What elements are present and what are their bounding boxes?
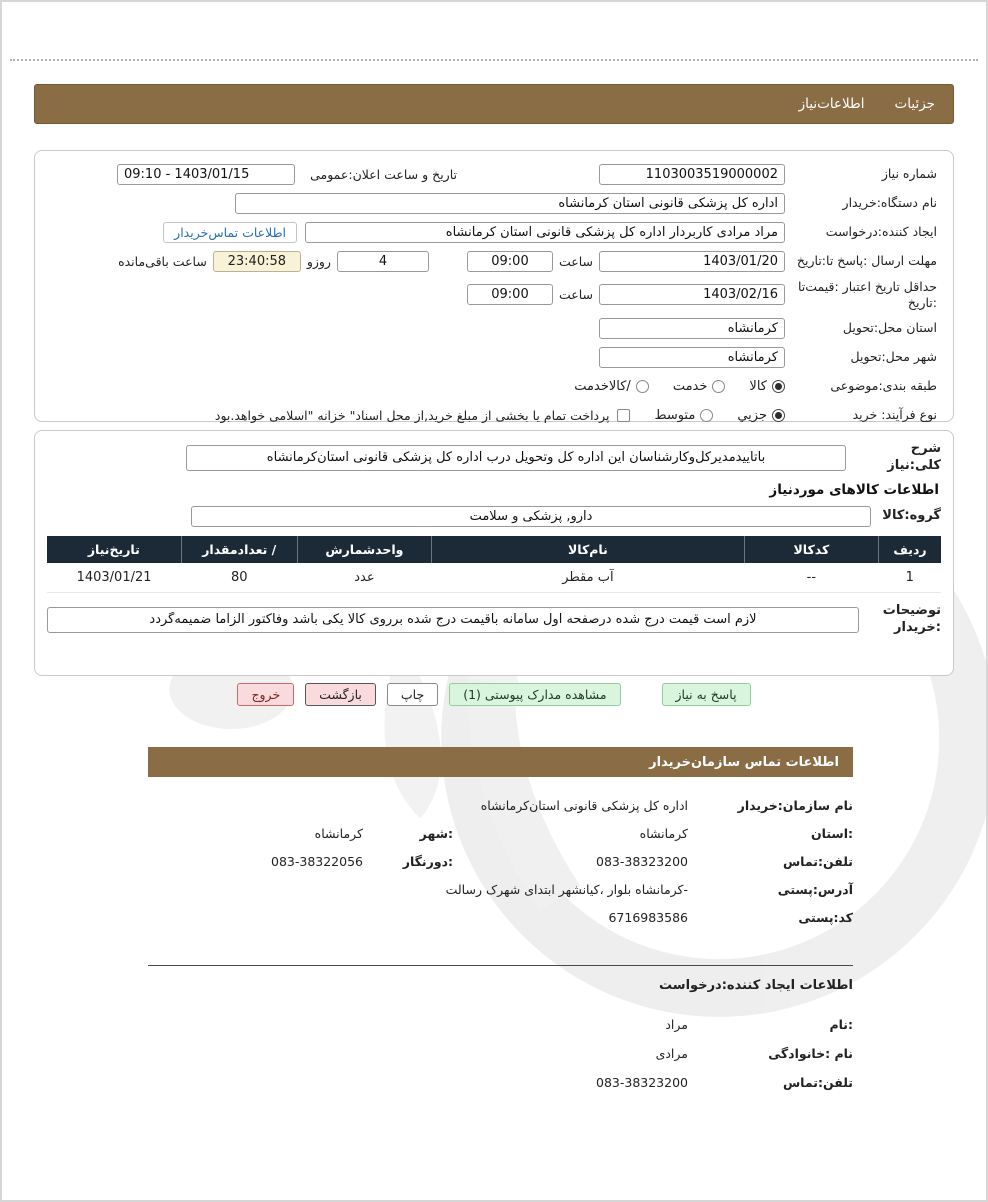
col-item-name: نام‌کالا [431,536,744,563]
delivery-city-row [51,346,937,368]
contact-postal-value: 6716983586 [608,910,688,925]
announce-datetime-input[interactable] [117,164,295,185]
category-goods-service-radio[interactable] [636,380,649,393]
contact-phone-value: 083-38323200 [596,854,688,869]
category-option-service [673,379,726,394]
contact-org-label: نام سازمان:خریدار [737,798,853,813]
action-buttons [2,683,986,706]
category-goods-radio[interactable] [772,380,785,393]
goods-group-row [47,506,941,528]
countdown-timer: 23:40:58 [213,251,301,272]
category-option-goods [749,379,785,394]
category-service-radio[interactable] [712,380,725,393]
buyer-contact-title: اطلاعات تماس سازمان‌خریدار [649,754,839,770]
treasury-payment-note: پرداخت تمام یا بخشی از مبلغ خرید,از محل اسناد" خزانه "اسلامی خواهد.بود [214,407,610,423]
reply-deadline-time-input[interactable] [467,251,553,272]
need-details-panel [34,150,954,422]
process-medium-radio[interactable] [700,409,713,422]
items-section-title: اطلاعات کالاهای موردنیاز [769,481,939,498]
request-creator-section [148,978,853,1104]
tab-details[interactable]: جزئیات [894,96,935,112]
cell-item-name: آب مقطر [431,563,744,593]
category-option-goods-service [574,379,649,394]
cell-unit: عدد [297,563,431,593]
process-minor-label: جزیي [737,407,767,423]
creator-phone-row [148,1075,853,1090]
reply-deadline-label: مهلت ارسال :پاسخ تا:تاریخ [796,253,937,269]
cell-item-code: -- [744,563,878,593]
request-creator-label: ایجاد کننده:درخواست [825,224,937,240]
cell-row-number: 1 [878,563,941,593]
contact-province-label: :استان [810,826,853,841]
contact-city-value: کرمانشاه [314,826,363,841]
contact-address-row [148,882,853,897]
price-validity-row [51,279,937,310]
contact-address-label: آدرس:پستی [777,882,853,897]
process-option-medium [654,408,713,423]
category-goods-label: کالا [749,378,767,394]
creator-name-value: مراد [665,1017,688,1032]
col-row-number: ردیف [878,536,941,563]
need-number-row [51,163,937,185]
buyer-contact-section [148,798,853,938]
buyer-notes-row [47,603,941,637]
buyer-contact-link[interactable]: اطلاعات تماس‌خریدار [163,222,297,243]
contact-fax-value: 083-38322056 [271,854,363,869]
need-number-input[interactable] [599,164,785,185]
creator-section-title: اطلاعات ایجاد کننده:درخواست [659,978,853,993]
contact-phone-label: تلفن:تماس [782,854,853,869]
creator-name-label: :نام [829,1017,853,1032]
request-creator-input[interactable] [305,222,785,243]
process-minor-radio[interactable] [772,409,785,422]
need-description-label: شرح کلی:نیاز [887,441,941,473]
contact-fax-label: :دورنگار [402,854,453,869]
announce-datetime-label: تاریخ و ساعت اعلان:عمومی [310,166,457,182]
tab-bar [34,84,954,124]
goods-table-header-row [47,536,941,563]
creator-family-row [148,1046,853,1061]
process-type-row [51,404,937,426]
goods-table-row[interactable] [47,563,941,593]
goods-group-input[interactable] [191,506,871,527]
col-quantity: / تعدادمقدار [181,536,297,563]
delivery-city-input[interactable] [599,347,785,368]
contact-phone-fax-row [148,854,853,869]
category-goods-service-label: /کالاخدمت [574,378,631,394]
creator-family-value: مرادی [655,1046,688,1061]
delivery-province-row [51,317,937,339]
need-number-label: شماره نیاز [881,166,937,182]
need-goods-panel [34,430,954,676]
category-service-label: خدمت [672,378,708,394]
exit-button[interactable]: خروج [237,683,294,706]
creator-phone-value: 083-38323200 [596,1075,688,1090]
price-validity-label: حداقل تاریخ اعتبار :قیمت‌تا :تاریخ [797,279,937,310]
col-need-date: تاریخ‌نیاز [47,536,181,563]
buyer-org-label: نام دستگاه:خریدار [842,195,937,211]
col-item-code: کدکالا [744,536,878,563]
request-creator-row [51,221,937,243]
contact-city-label: :شهر [419,826,453,841]
buyer-org-row [51,192,937,214]
reply-deadline-row [51,250,937,272]
print-button[interactable]: چاپ [387,683,438,706]
process-medium-label: متوسط [654,407,696,423]
creator-phone-label: تلفن:تماس [782,1075,853,1090]
creator-family-label: نام :خانوادگی [768,1046,853,1061]
need-description-row [47,441,941,475]
reply-to-need-button[interactable]: پاسخ به نیاز [662,683,751,706]
contact-postal-label: کد:پستی [798,910,853,925]
view-attachments-button[interactable]: مشاهده مدارک پیوستی (1) [449,683,620,706]
contact-org-row [148,798,853,813]
validity-hour-label: ساعت [558,287,593,303]
top-divider [10,59,978,61]
need-description-input[interactable] [186,445,846,471]
tab-need-info[interactable]: اطلاعات‌نیاز [798,96,865,112]
price-validity-time-input[interactable] [467,284,553,305]
delivery-city-label: شهر محل:تحویل [850,349,937,365]
buyer-notes-label: توضیحات :خریدار [882,602,941,635]
back-button[interactable]: بازگشت [305,683,376,706]
col-unit: واحدشمارش [297,536,431,563]
treasury-payment-checkbox[interactable] [617,409,630,422]
contact-org-value: اداره کل پزشکی قانونی استان‌کرمانشاه [480,798,688,813]
price-validity-date-input[interactable] [599,284,785,305]
contact-postal-row [148,910,853,925]
goods-group-label: گروه:کالا [882,508,941,524]
remaining-days-input[interactable] [337,251,429,272]
contact-province-city-row [148,826,853,841]
days-label: روزو [306,253,331,269]
delivery-province-input[interactable] [599,318,785,339]
process-type-label: نوع فرآیند: خرید [852,407,937,423]
countdown-label: ساعت باقی‌مانده [118,253,207,269]
cell-need-date: 1403/01/21 [47,563,181,593]
reply-deadline-date-input[interactable] [599,251,785,272]
deadline-hour-label: ساعت [558,253,593,269]
creator-name-row [148,1017,853,1032]
contact-province-value: کرمانشاه [639,826,688,841]
buyer-notes-input[interactable] [47,607,859,633]
cell-quantity: 80 [181,563,297,593]
buyer-org-input[interactable] [235,193,785,214]
subject-category-label: طبقه بندی:موضوعی [830,378,937,394]
delivery-province-label: استان محل:تحویل [842,320,937,336]
subject-category-row [51,375,937,397]
buyer-contact-header [148,747,853,777]
goods-table [47,536,941,593]
process-option-minor [737,408,785,423]
section-divider [148,965,853,966]
contact-address-value: -کرمانشاه بلوار ،کیانشهر ابتدای شهرک رسالت [445,882,688,897]
